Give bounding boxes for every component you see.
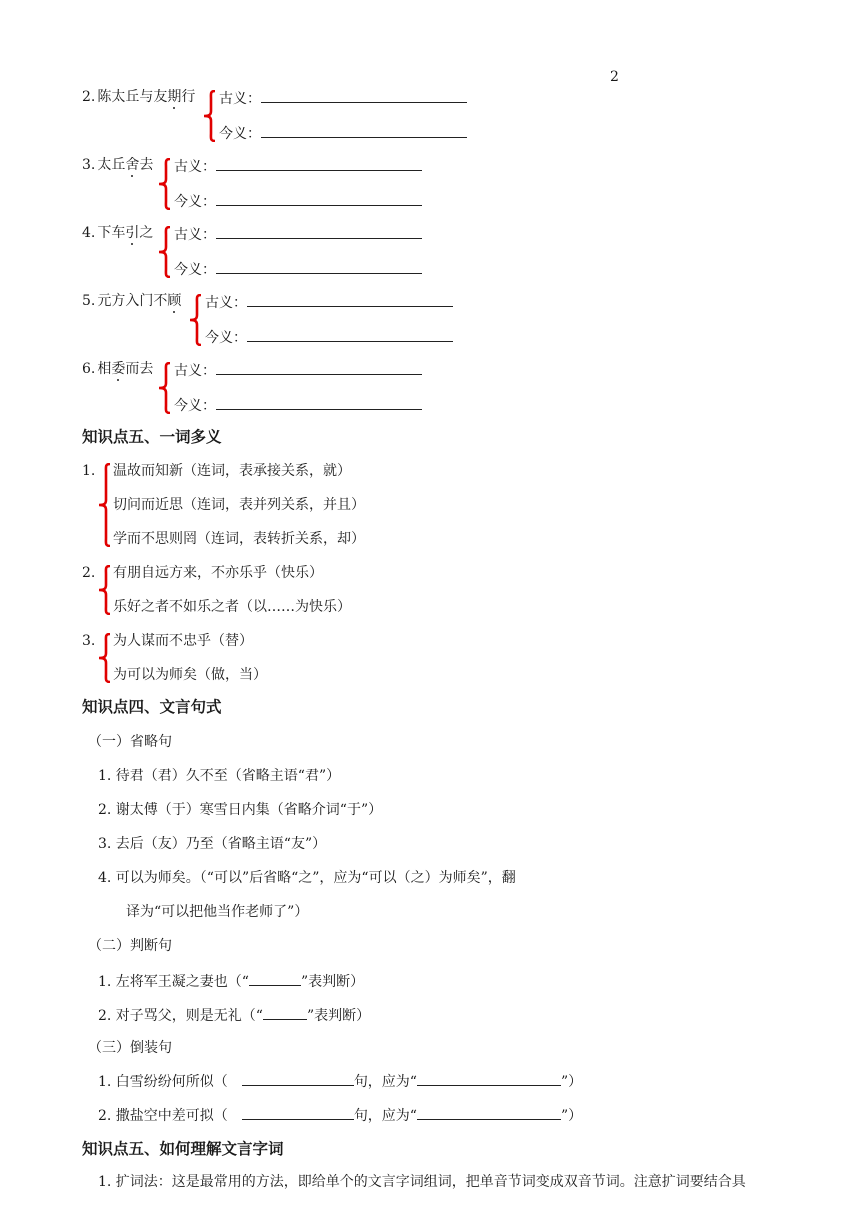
meaning-item: 为人谋而不忠乎（替） <box>113 633 253 649</box>
answer-blank[interactable] <box>216 191 422 206</box>
daozhuang-item <box>98 1105 582 1125</box>
answer-blank[interactable] <box>261 88 467 103</box>
question-number: 3. <box>82 633 96 649</box>
answer-blank[interactable] <box>242 1071 354 1086</box>
gu-yi-row <box>174 224 422 244</box>
question-text: 而去 <box>125 361 154 377</box>
brace-icon <box>98 463 112 547</box>
brace-icon <box>189 294 203 346</box>
question-number: 2. <box>82 565 96 581</box>
gu-yi-label: 古义： <box>174 363 216 379</box>
emphasis-char: 委 <box>111 361 126 377</box>
page-number: 2 <box>610 69 619 85</box>
daozhuang-text: 句，应为“ <box>353 1108 417 1124</box>
brace-icon <box>203 90 217 142</box>
section-title-yiciduoyi: 知识点五、一词多义 <box>82 428 222 446</box>
daozhuang-text: 2. 撒盐空中差可拟（ <box>98 1108 228 1124</box>
answer-blank[interactable] <box>216 259 422 274</box>
brace-icon <box>158 226 172 278</box>
daozhuang-text: 句，应为“ <box>353 1074 417 1090</box>
brace-icon <box>98 633 112 683</box>
gujin-question <box>82 224 153 242</box>
question-text: 行 <box>181 89 196 105</box>
panduan-text: ”表判断） <box>306 1008 371 1024</box>
jin-yi-label: 今义： <box>174 398 216 414</box>
answer-blank[interactable] <box>216 360 422 375</box>
question-number: 1. <box>82 463 96 479</box>
gu-yi-row <box>174 360 422 380</box>
question-text: 太丘 <box>97 157 126 173</box>
emphasis-char: 引 <box>125 225 140 241</box>
question-number: 4. <box>82 225 96 241</box>
gujin-question <box>82 88 195 106</box>
shenglue-item: 2. 谢太傅（于）寒雪日内集（省略介词“于”） <box>98 802 383 818</box>
daozhuang-text: ”） <box>560 1074 583 1090</box>
question-number: 5. <box>82 293 96 309</box>
jin-yi-row <box>174 191 422 211</box>
question-text: 之 <box>139 225 154 241</box>
meaning-item: 为可以为师矣（做，当） <box>113 667 267 683</box>
answer-blank[interactable] <box>216 156 422 171</box>
emphasis-char: 顾 <box>167 293 182 309</box>
question-text: 陈太丘与友 <box>97 89 168 105</box>
sub-title-shenglue: （一）省略句 <box>88 734 172 750</box>
section-title-wenyanjushi: 知识点四、文言句式 <box>82 698 222 716</box>
question-text: 元方入门不 <box>97 293 168 309</box>
section-title-lijie: 知识点五、如何理解文言字词 <box>82 1140 284 1158</box>
question-number: 3. <box>82 157 96 173</box>
gu-yi-row <box>219 88 467 108</box>
panduan-item <box>98 1005 370 1025</box>
answer-blank[interactable] <box>216 224 422 239</box>
answer-blank[interactable] <box>263 1005 307 1020</box>
panduan-text: ”表判断） <box>300 974 365 990</box>
emphasis-char: 舍 <box>125 157 140 173</box>
jin-yi-label: 今义： <box>174 194 216 210</box>
answer-blank[interactable] <box>261 123 467 138</box>
gu-yi-label: 古义： <box>219 91 261 107</box>
gu-yi-label: 古义： <box>205 295 247 311</box>
daozhuang-item <box>98 1071 582 1091</box>
answer-blank[interactable] <box>242 1105 354 1120</box>
gu-yi-row <box>205 292 453 312</box>
meaning-item: 学而不思则罔（连词，表转折关系，却） <box>113 531 365 547</box>
panduan-text: 1. 左将军王凝之妻也（“ <box>98 974 249 990</box>
kuoci-paragraph: 1. 扩词法：这是最常用的方法，即给单个的文言字词组词，把单音节词变成双音节词。注意扩词要结合具 <box>98 1174 746 1190</box>
gu-yi-label: 古义： <box>174 159 216 175</box>
jin-yi-row <box>219 123 467 143</box>
question-text: 去 <box>139 157 154 173</box>
meaning-item: 有朋自远方来，不亦乐乎（快乐） <box>113 565 323 581</box>
brace-icon <box>158 362 172 414</box>
brace-icon <box>98 565 112 615</box>
gujin-question <box>82 360 153 378</box>
answer-blank[interactable] <box>216 395 422 410</box>
answer-blank[interactable] <box>417 1105 561 1120</box>
meaning-item: 乐好之者不如乐之者（以……为快乐） <box>113 599 351 615</box>
meaning-item: 切问而近思（连词，表并列关系，并且） <box>113 497 365 513</box>
gujin-question <box>82 156 153 174</box>
question-number: 2. <box>82 89 96 105</box>
question-text: 相 <box>97 361 112 377</box>
shenglue-item: 3. 去后（友）乃至（省略主语“友”） <box>98 836 327 852</box>
question-number: 6. <box>82 361 96 377</box>
question-text: 下车 <box>97 225 126 241</box>
meaning-item: 温故而知新（连词，表承接关系，就） <box>113 463 351 479</box>
shenglue-item: 1. 待君（君）久不至（省略主语“君”） <box>98 768 341 784</box>
sub-title-panduan: （二）判断句 <box>88 938 172 954</box>
daozhuang-text: 1. 白雪纷纷何所似（ <box>98 1074 228 1090</box>
jin-yi-row <box>174 395 422 415</box>
jin-yi-label: 今义： <box>219 126 261 142</box>
answer-blank[interactable] <box>417 1071 561 1086</box>
jin-yi-label: 今义： <box>174 262 216 278</box>
answer-blank[interactable] <box>247 327 453 342</box>
emphasis-char: 期 <box>167 89 182 105</box>
panduan-text: 2. 对子骂父，则是无礼（“ <box>98 1008 263 1024</box>
gu-yi-row <box>174 156 422 176</box>
sub-title-daozhuang: （三）倒装句 <box>88 1040 172 1056</box>
answer-blank[interactable] <box>247 292 453 307</box>
jin-yi-row <box>205 327 453 347</box>
jin-yi-label: 今义： <box>205 330 247 346</box>
answer-blank[interactable] <box>249 971 301 986</box>
jin-yi-row <box>174 259 422 279</box>
brace-icon <box>158 158 172 210</box>
shenglue-item: 4. 可以为师矣。（“可以”后省略“之”，应为“可以（之）为师矣”，翻 <box>98 870 516 886</box>
panduan-item <box>98 971 364 991</box>
gujin-question <box>82 292 181 310</box>
daozhuang-text: ”） <box>560 1108 583 1124</box>
gu-yi-label: 古义： <box>174 227 216 243</box>
shenglue-item-cont: 译为“可以把他当作老师了”） <box>126 904 309 920</box>
